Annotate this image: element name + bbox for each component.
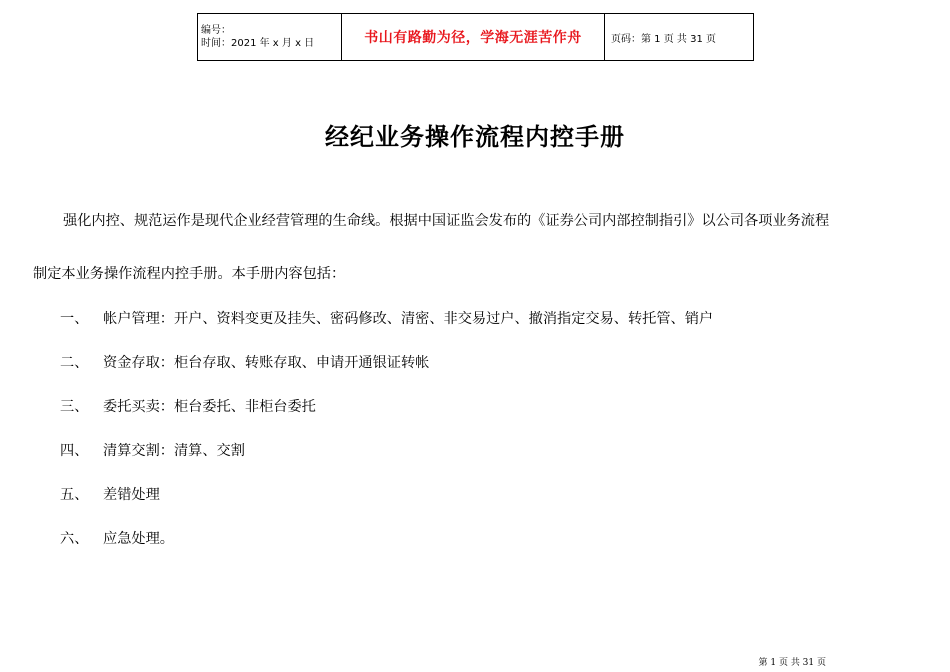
list-item-text: 委托买卖：柜台委托、非柜台委托 — [103, 399, 316, 415]
document-header — [197, 13, 754, 61]
list-item-number: 六、 — [60, 531, 89, 547]
motto: 书山有路勤为径，学海无涯苦作舟 — [364, 30, 582, 46]
list-item — [60, 440, 245, 460]
list-item — [60, 528, 174, 548]
time-label: 时间：2021 年 x 月 x 日 — [201, 38, 315, 49]
list-item-number: 三、 — [60, 399, 89, 415]
list-item-text: 清算交割：清算、交割 — [103, 443, 245, 459]
intro-line-1: 强化内控、规范运作是现代企业经营管理的生命线。根据中国证监会发布的《证券公司内部控制指引》以公司各项业务流程 — [63, 213, 830, 229]
number-label: 编号： — [201, 25, 231, 36]
document-title: 经纪业务操作流程内控手册 — [325, 122, 625, 151]
header-page-cell — [605, 14, 754, 61]
list-item-text: 应急处理。 — [103, 531, 174, 547]
list-item — [60, 308, 713, 328]
list-item-text: 资金存取：柜台存取、转账存取、申请开通银证转帐 — [103, 355, 430, 371]
page-label: 页码：第 1 页 共 31 页 — [611, 33, 716, 45]
list-item-number: 四、 — [60, 443, 89, 459]
list-item-text: 差错处理 — [103, 487, 160, 503]
list-item-number: 一、 — [60, 311, 89, 327]
list-item — [60, 484, 160, 504]
header-meta-cell — [198, 14, 342, 61]
page-footer: 第 1 页 共 31 页 — [758, 658, 826, 668]
list-item — [60, 396, 316, 416]
list-item — [60, 352, 429, 372]
header-motto-cell — [342, 14, 605, 61]
list-item-number: 五、 — [60, 487, 89, 503]
list-item-number: 二、 — [60, 355, 89, 371]
intro-line-2: 制定本业务操作流程内控手册。本手册内容包括： — [33, 266, 346, 282]
list-item-text: 帐户管理：开户、资料变更及挂失、密码修改、清密、非交易过户、撤消指定交易、转托管、销户 — [103, 311, 714, 327]
